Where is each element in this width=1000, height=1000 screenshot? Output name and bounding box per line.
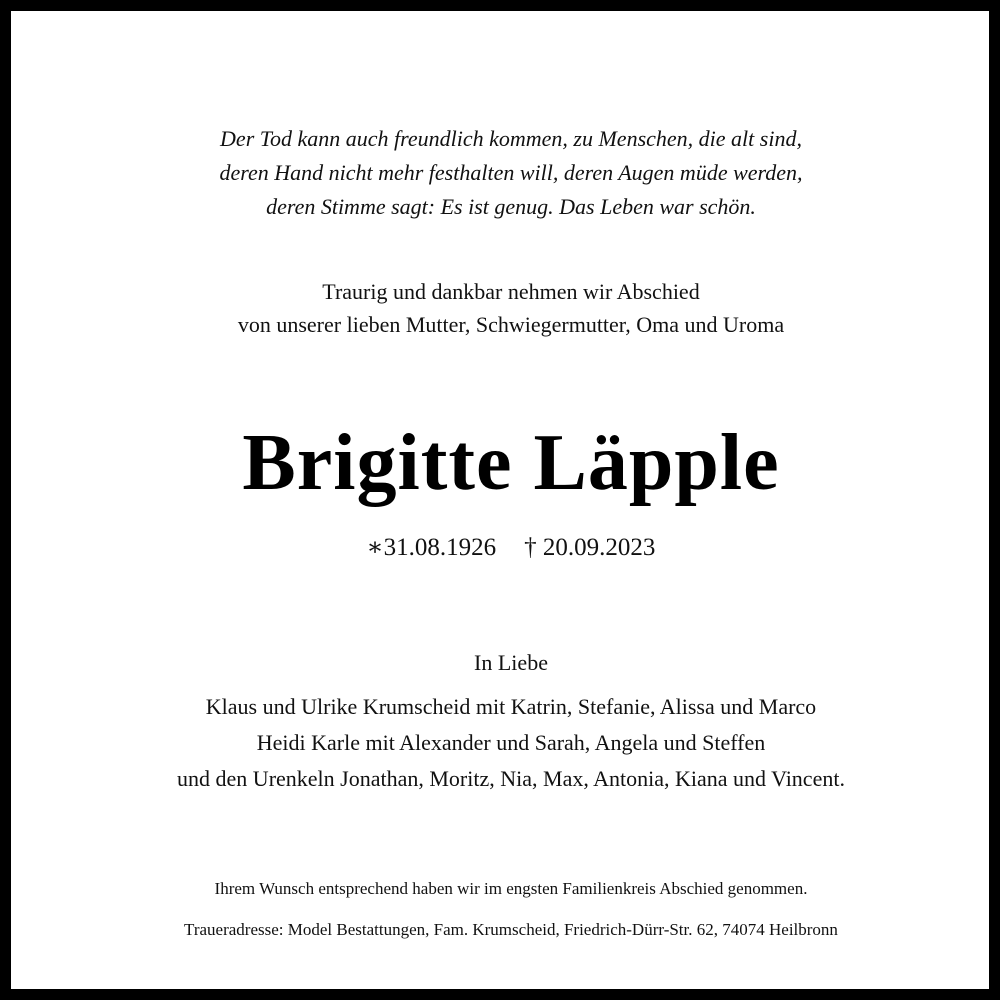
poem-line-3: deren Stimme sagt: Es ist genug. Das Leben war schön.	[266, 194, 756, 219]
mourner-line-2: Heidi Karle mit Alexander und Sarah, Angela und Steffen	[256, 730, 766, 755]
birth-date: ∗31.08.1926	[366, 534, 497, 561]
mourner-line-3: und den Urenkeln Jonathan, Moritz, Nia, Max, Antonia, Kiana und Vincent.	[177, 766, 845, 791]
intro-line-1: Traurig und dankbar nehmen wir Abschied	[322, 279, 700, 304]
mourner-line-1: Klaus und Ulrike Krumscheid mit Katrin, Stefanie, Alissa und Marco	[205, 694, 817, 719]
farewell-notice: Ihrem Wunsch entsprechend haben wir im engsten Familienkreis Abschied genommen.	[214, 879, 808, 898]
deceased-name: Brigitte Läpple	[242, 419, 780, 507]
in-liebe-heading: In Liebe	[474, 650, 548, 675]
poem-line-2: deren Hand nicht mehr festhalten will, deren Augen müde werden,	[219, 160, 803, 185]
life-dates	[11, 531, 1000, 565]
death-date: † 20.09.2023	[524, 534, 656, 561]
intro-line-2: von unserer lieben Mutter, Schwiegermutter, Oma und Uroma	[237, 312, 785, 337]
mourning-address: Traueradresse: Model Bestattungen, Fam. Krumscheid, Friedrich-Dürr-Str. 62, 74074 Heilbronn	[184, 920, 838, 939]
poem-line-1: Der Tod kann auch freundlich kommen, zu Menschen, die alt sind,	[220, 126, 802, 151]
